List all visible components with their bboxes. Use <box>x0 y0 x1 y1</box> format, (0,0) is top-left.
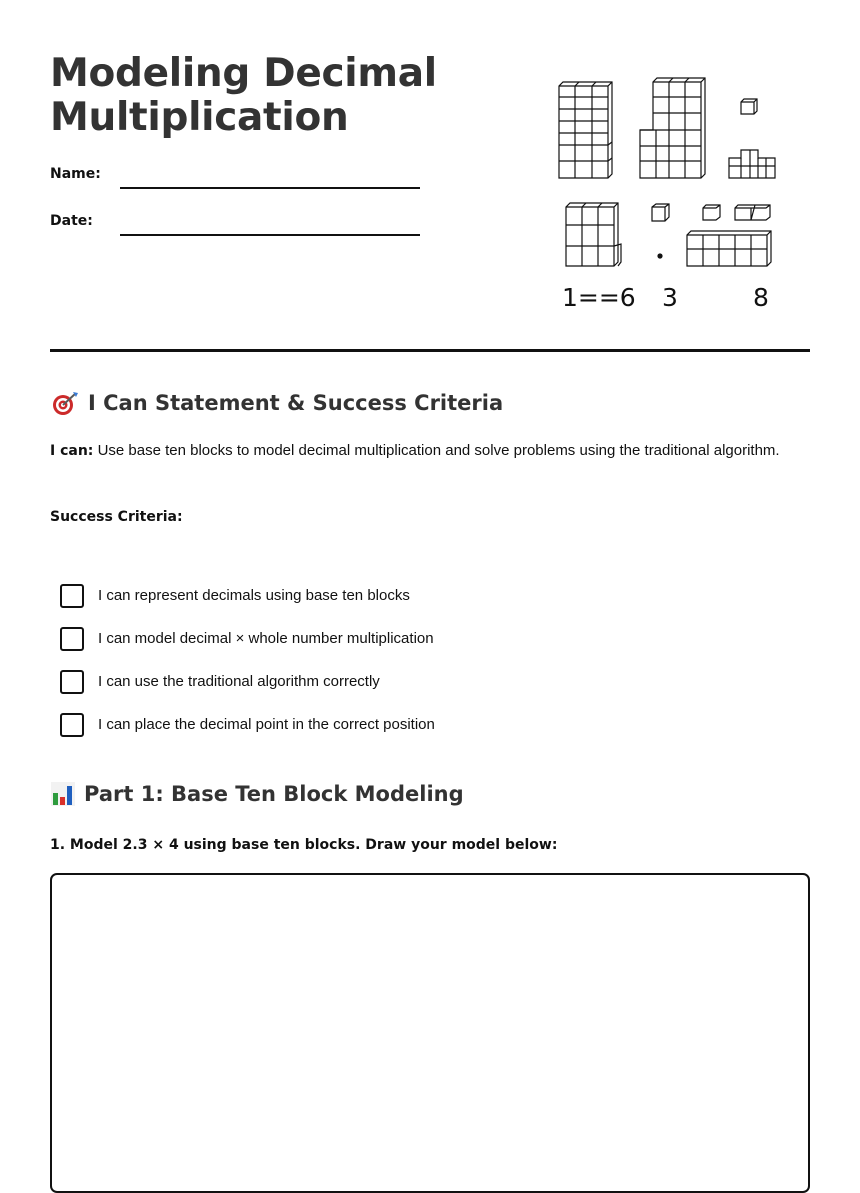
criteria-checkbox[interactable] <box>60 627 84 651</box>
digit-label: 1==6 <box>562 283 636 312</box>
date-field[interactable] <box>120 234 420 236</box>
criteria-checkbox[interactable] <box>60 670 84 694</box>
criteria-item <box>60 617 435 660</box>
criteria-checkbox[interactable] <box>60 713 84 737</box>
drawing-area[interactable] <box>50 873 810 1193</box>
ican-text: Use base ten blocks to model decimal multiplication and solve problems using the traditional algorithm. <box>93 442 780 459</box>
bar-chart-icon <box>50 781 76 807</box>
worksheet-title: Modeling Decimal Multiplication <box>50 51 437 140</box>
date-label: Date: <box>50 213 93 229</box>
criteria-checkbox[interactable] <box>60 584 84 608</box>
criteria-text: I can represent decimals using base ten blocks <box>98 587 410 604</box>
success-criteria-list <box>60 574 435 746</box>
criteria-item <box>60 574 435 617</box>
section-heading-text: Part 1: Base Ten Block Modeling <box>84 782 464 806</box>
target-icon <box>50 390 80 416</box>
digit-label: 3 <box>662 283 678 312</box>
ican-statement <box>50 438 790 464</box>
success-criteria-label: Success Criteria: <box>50 509 183 525</box>
section-heading-ican <box>50 390 503 416</box>
header-divider <box>50 349 810 352</box>
criteria-item <box>60 660 435 703</box>
criteria-text: I can place the decimal point in the correct position <box>98 716 435 733</box>
question-1: 1. Model 2.3 × 4 using base ten blocks. Draw your model below: <box>50 837 558 853</box>
name-field[interactable] <box>120 187 420 189</box>
criteria-item <box>60 703 435 746</box>
ican-label: I can: <box>50 443 94 459</box>
section-heading-part1 <box>50 781 464 807</box>
name-label: Name: <box>50 166 101 182</box>
criteria-text: I can model decimal × whole number multiplication <box>98 630 434 647</box>
base-ten-blocks-illustration <box>550 70 790 320</box>
section-heading-text: I Can Statement & Success Criteria <box>88 391 504 415</box>
criteria-text: I can use the traditional algorithm correctly <box>98 673 380 690</box>
digit-label: 8 <box>753 283 769 312</box>
